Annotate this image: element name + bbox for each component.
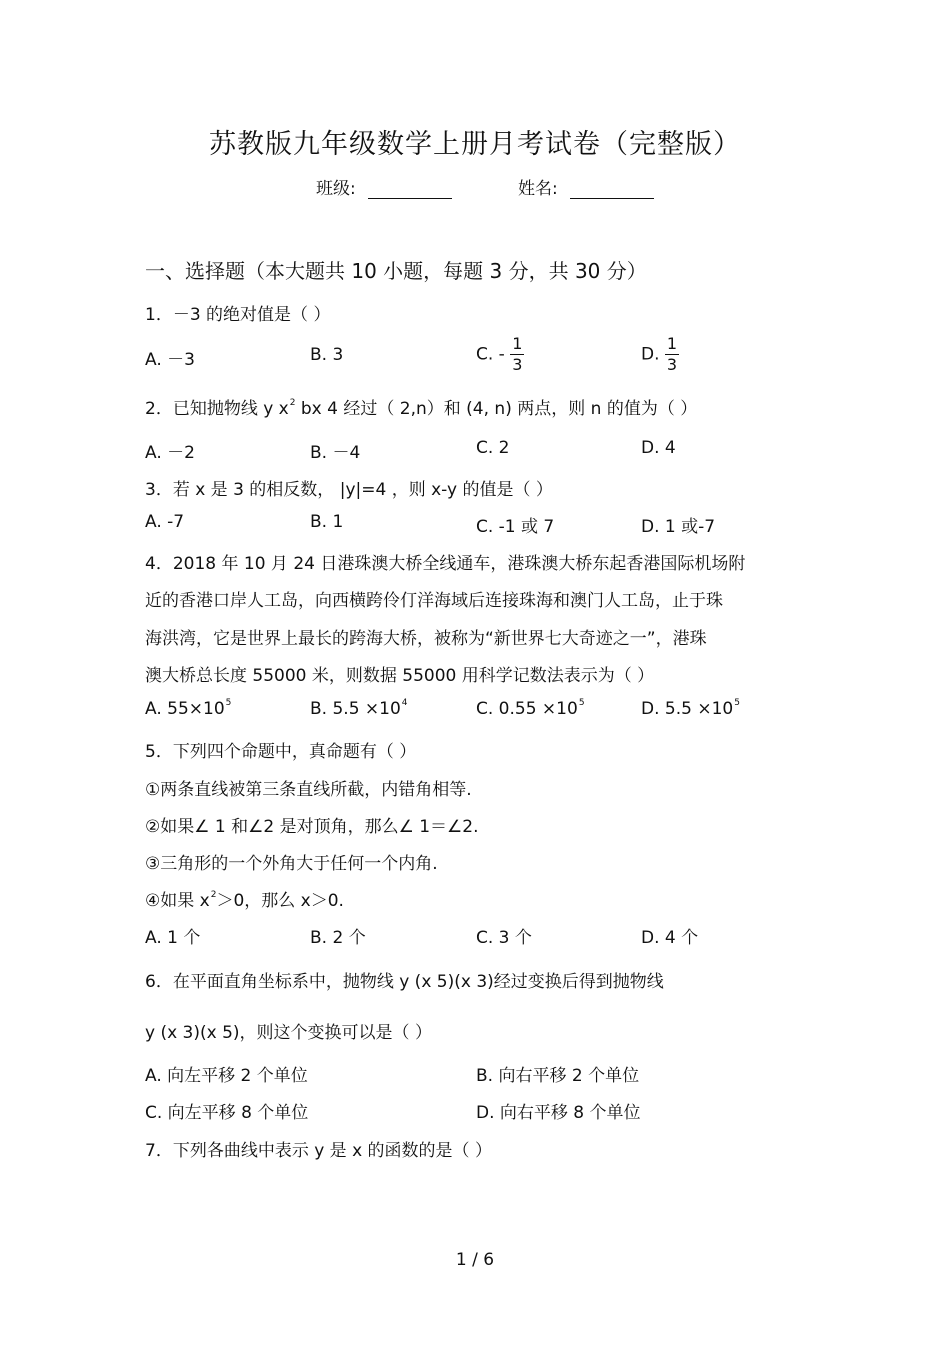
q2-option-d: D. 4: [641, 438, 676, 458]
q1-option-d: [641, 334, 679, 375]
fraction-denominator: 3: [666, 355, 678, 374]
q5-statement-3: ③三角形的一个外角大于任何一个内角.: [145, 854, 438, 874]
section-heading: 一、选择题（本大题共 10 小题，每题 3 分，共 30 分）: [145, 259, 647, 283]
class-field: [316, 174, 452, 199]
question-4-line-3: 海洪湾，它是世界上最长的跨海大桥，被称为“新世界七大奇迹之一”，港珠: [145, 629, 707, 649]
q1-option-c-prefix: C. -: [476, 344, 505, 365]
q3-option-c: C. -1 或 7: [476, 517, 555, 537]
q4-option-a-base: A. 55×10: [145, 699, 225, 719]
q1-option-c-fraction: [510, 334, 524, 375]
question-7-stem: 7．下列各曲线中表示 y 是 x 的函数的是（ ）: [145, 1141, 492, 1161]
fraction-numerator: 1: [512, 334, 523, 353]
q4-option-d: [641, 699, 740, 719]
name-label: 姓名:: [518, 179, 558, 199]
q4-option-b-exponent: 4: [401, 698, 408, 708]
q4-option-c-exponent: 5: [578, 698, 585, 708]
q3-option-a: A. -7: [145, 512, 185, 532]
question-4-line-1: 4．2018 年 10 月 24 日港珠澳大桥全线通车，港珠澳大桥东起香港国际机场附: [145, 554, 746, 574]
question-5-stem: 5．下列四个命题中，真命题有（ ）: [145, 742, 417, 762]
q2-stem-part-a: 2．已知抛物线 y x: [145, 399, 289, 419]
q4-option-a: [145, 699, 231, 719]
q5-option-b: B. 2 个: [310, 928, 366, 948]
q4-option-b: [310, 699, 408, 719]
q3-option-b: B. 1: [310, 512, 344, 532]
q1-option-d-prefix: D.: [641, 344, 660, 365]
q6-option-d: D. 向右平移 8 个单位: [476, 1103, 641, 1123]
question-2-stem: [145, 394, 697, 419]
name-field: [518, 174, 654, 199]
question-6-stem-line-2: y (x 3)(x 5)，则这个变换可以是（ ）: [145, 1023, 432, 1043]
q4-option-a-exponent: 5: [225, 698, 232, 708]
q6-option-b: B. 向右平移 2 个单位: [476, 1066, 640, 1086]
q4-option-b-base: B. 5.5 ×10: [310, 699, 401, 719]
q2-stem-part-b: bx 4 经过（ 2,n）和 (4, n) 两点，则 n 的值为（ ）: [295, 399, 698, 419]
q1-option-c: [476, 334, 524, 375]
q5-statement-4-part-b: ＞0，那么 x＞0.: [216, 891, 344, 911]
class-blank: [368, 180, 452, 199]
q6-option-a: A. 向左平移 2 个单位: [145, 1066, 308, 1086]
question-4-line-4: 澳大桥总长度 55000 米，则数据 55000 用科学记数法表示为（ ）: [145, 666, 655, 686]
q5-statement-4-part-a: ④如果 x: [145, 891, 210, 911]
q6-option-c: C. 向左平移 8 个单位: [145, 1103, 309, 1123]
q2-option-a: A. －2: [145, 443, 195, 463]
q5-option-c: C. 3 个: [476, 928, 532, 948]
fraction-numerator: 1: [666, 334, 678, 353]
question-4-line-2: 近的香港口岸人工岛，向西横跨伶仃洋海域后连接珠海和澳门人工岛，止于珠: [145, 591, 723, 611]
fraction-denominator: 3: [512, 355, 523, 374]
q4-option-c-base: C. 0.55 ×10: [476, 699, 578, 719]
q1-option-d-fraction: [665, 334, 679, 375]
q2-option-b: B. －4: [310, 443, 361, 463]
q2-option-c: C. 2: [476, 438, 510, 458]
page-title: 苏教版九年级数学上册月考试卷（完整版）: [209, 129, 741, 160]
question-3-stem: 3．若 x 是 3 的相反数， |y|=4 ，则 x-y 的值是（ ）: [145, 480, 553, 500]
q3-option-d: D. 1 或-7: [641, 517, 716, 537]
q4-option-d-exponent: 5: [734, 698, 740, 708]
name-blank: [570, 180, 654, 199]
q5-option-a: A. 1 个: [145, 928, 201, 948]
q5-statement-1: ①两条直线被第三条直线所截，内错角相等.: [145, 780, 472, 800]
page-number: 1 / 6: [455, 1250, 495, 1270]
q5-option-d: D. 4 个: [641, 928, 699, 948]
q1-option-b: B. 3: [310, 345, 344, 365]
question-6-stem-line-1: 6．在平面直角坐标系中，抛物线 y (x 5)(x 3)经过变换后得到抛物线: [145, 972, 664, 992]
class-label: 班级:: [316, 179, 356, 199]
q1-option-a: A. －3: [145, 350, 195, 370]
question-1-stem: 1．－3 的绝对值是（ ）: [145, 305, 331, 325]
q5-statement-2: ②如果∠ 1 和∠2 是对顶角，那么∠ 1＝∠2.: [145, 817, 479, 837]
q5-statement-4: [145, 886, 344, 911]
q4-option-d-base: D. 5.5 ×10: [641, 699, 734, 719]
q4-option-c: [476, 699, 585, 719]
q2-exponent: 2: [289, 398, 296, 408]
q5-statement-4-exponent: 2: [210, 890, 217, 900]
